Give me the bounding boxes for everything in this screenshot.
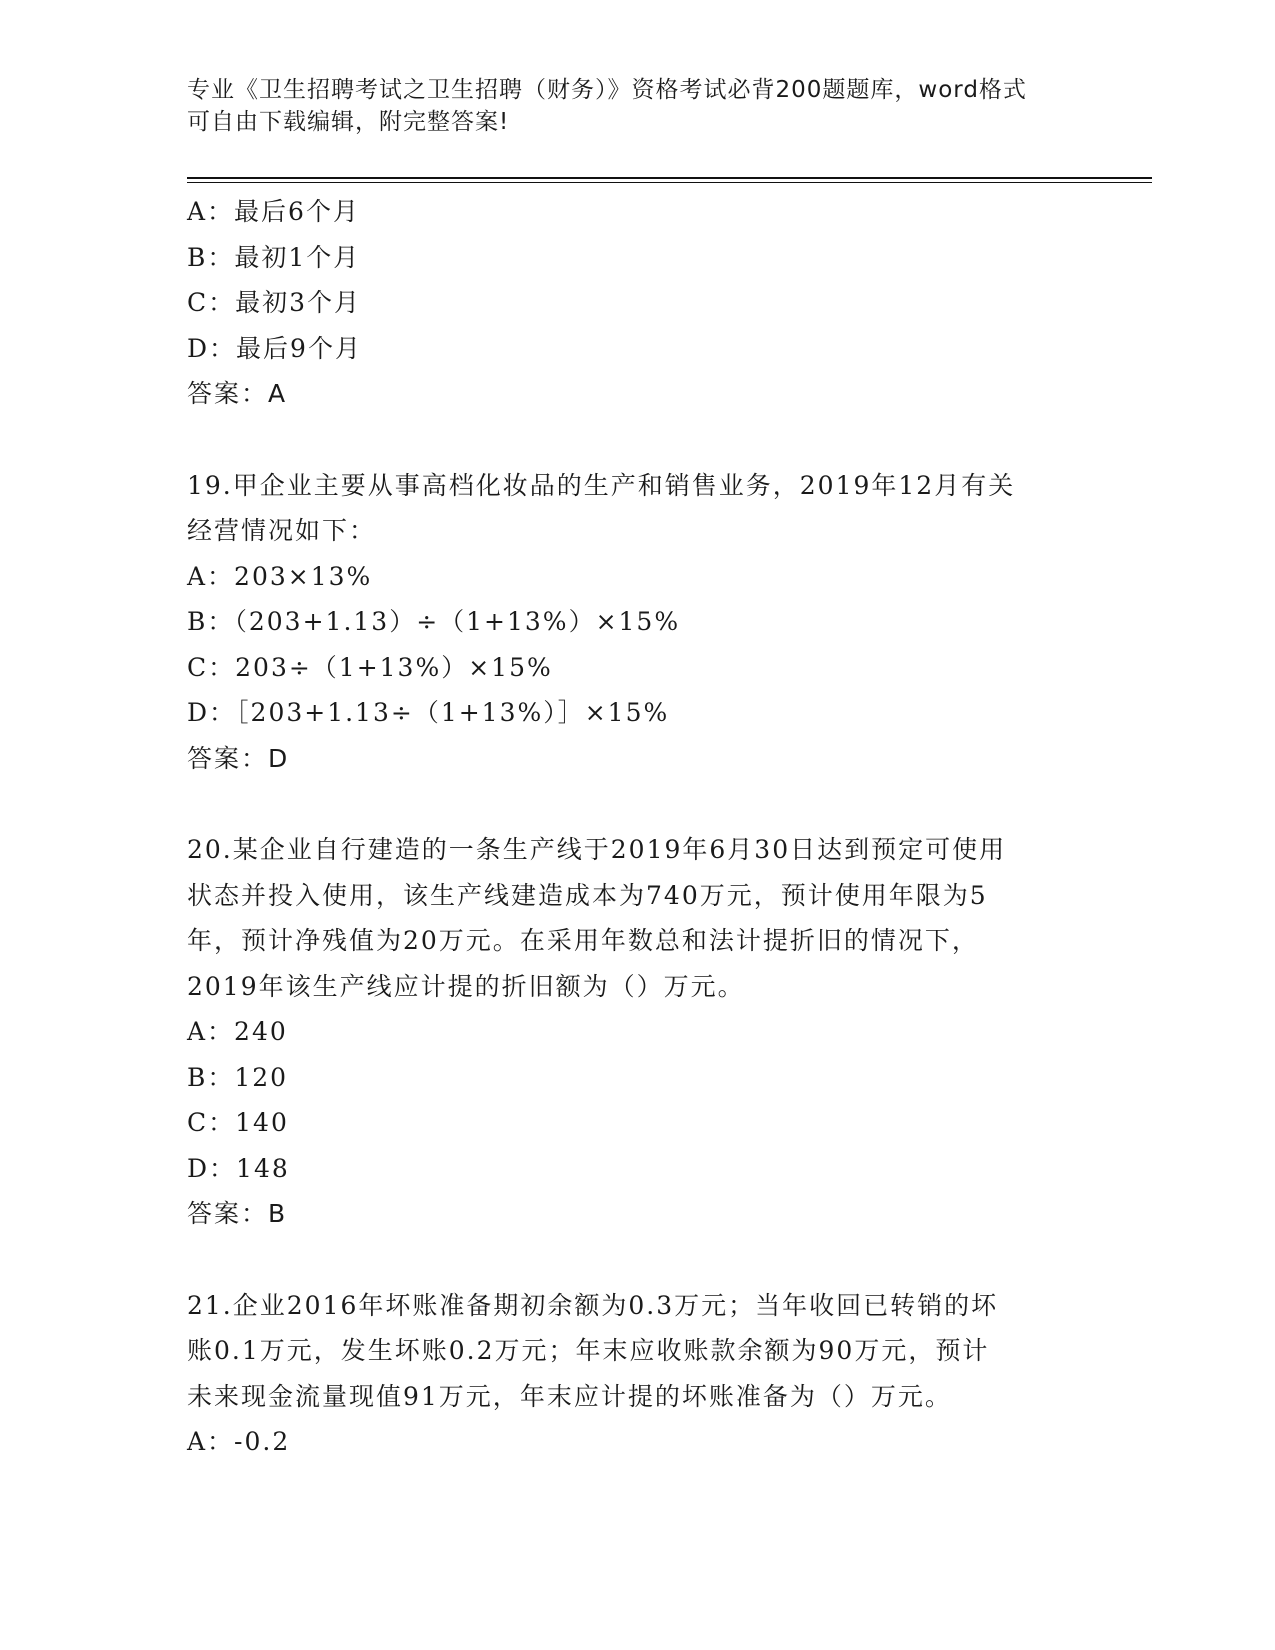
question-text-line: 账0.1万元，发生坏账0.2万元；年末应收账款余额为90万元，预计 xyxy=(187,1336,990,1365)
question-text-line: 20.某企业自行建造的一条生产线于2019年6月30日达到预定可使用 xyxy=(187,835,1007,864)
document-header xyxy=(187,74,1087,138)
option-c: C：203÷（1+13%）×15% xyxy=(187,652,553,682)
option-b: B：120 xyxy=(187,1062,289,1092)
option-d: D：最后9个月 xyxy=(187,333,362,363)
option-a: A：最后6个月 xyxy=(187,197,360,226)
question-content xyxy=(187,189,1087,1465)
option-d: D：［203+1.13÷（1+13%）］×15% xyxy=(187,698,670,727)
option-a: A：203×13% xyxy=(187,561,373,591)
option-a: A：-0.2 xyxy=(187,1427,291,1456)
header-divider-thick xyxy=(187,177,1152,179)
option-b: B：（203+1.13）÷（1+13%）×15% xyxy=(187,607,681,636)
option-b: B：最初1个月 xyxy=(187,242,361,272)
question-text-line: 年，预计净残值为20万元。在采用年数总和法计提折旧的情况下， xyxy=(187,926,979,955)
question-20-block xyxy=(187,827,1087,1237)
answer: 答案：B xyxy=(187,1199,288,1228)
option-d: D：148 xyxy=(187,1153,290,1183)
question-text-line: 19.甲企业主要从事高档化妆品的生产和销售业务，2019年12月有关 xyxy=(187,470,1016,500)
question-19-block xyxy=(187,463,1087,782)
prev-question-block xyxy=(187,189,1087,417)
header-line-1: 专业《卫生招聘考试之卫生招聘（财务）》资格考试必背200题题库，word格式 xyxy=(187,77,1027,103)
answer: 答案：D xyxy=(187,743,290,773)
option-c: C：最初3个月 xyxy=(187,288,362,317)
question-21-block xyxy=(187,1283,1087,1465)
question-text-line: 2019年该生产线应计提的折旧额为（）万元。 xyxy=(187,971,745,1001)
option-c: C：140 xyxy=(187,1108,289,1137)
option-a: A：240 xyxy=(187,1017,288,1046)
header-divider-thin xyxy=(187,182,1152,183)
question-text-line: 状态并投入使用，该生产线建造成本为740万元，预计使用年限为5 xyxy=(187,880,988,910)
question-text-line: 经营情况如下： xyxy=(187,516,377,545)
header-line-2: 可自由下载编辑，附完整答案! xyxy=(187,109,510,135)
question-text-line: 21.企业2016年坏账准备期初余额为0.3万元；当年收回已转销的坏 xyxy=(187,1290,999,1320)
answer: 答案：A xyxy=(187,379,288,408)
question-text-line: 未来现金流量现值91万元，年末应计提的坏账准备为（）万元。 xyxy=(187,1381,952,1411)
